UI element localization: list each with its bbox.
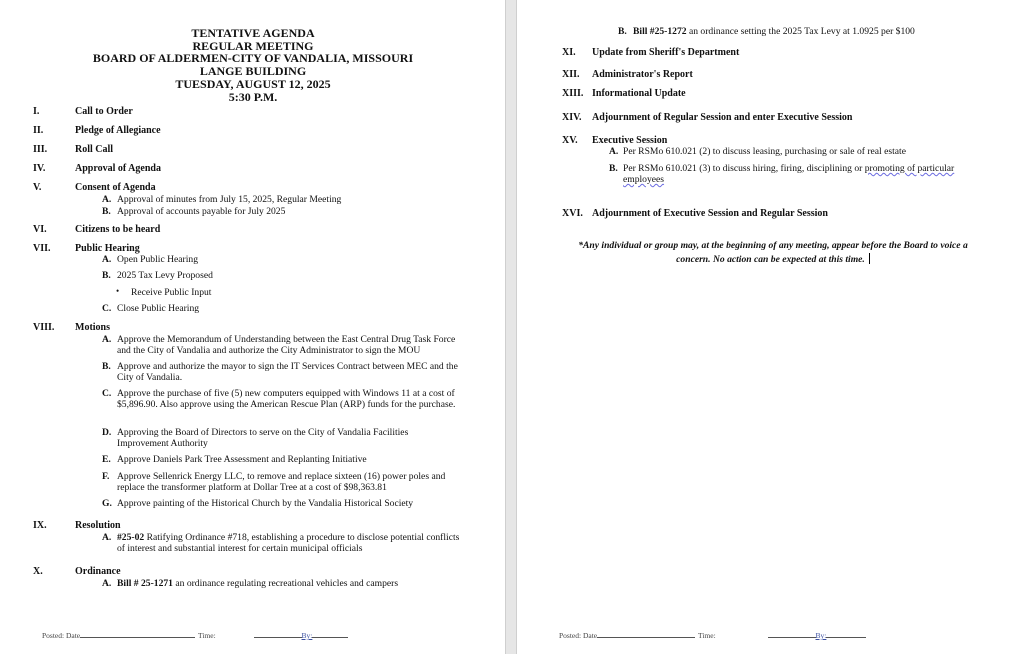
sub-item-text bbox=[117, 578, 398, 589]
exec-b-text: Per RSMo 610.021 (3) to discuss hiring, firing, disciplining or bbox=[623, 163, 865, 174]
header-time: 5:30 P.M. bbox=[228, 89, 278, 104]
sub-item-text bbox=[117, 532, 462, 554]
item-number: II. bbox=[33, 125, 44, 136]
date-blank bbox=[597, 629, 695, 638]
item-number: VI. bbox=[33, 224, 47, 235]
item-title: Motions bbox=[75, 322, 110, 333]
header-title: TENTATIVE AGENDA bbox=[191, 26, 315, 40]
item-number: X. bbox=[33, 566, 43, 577]
item-title: Informational Update bbox=[592, 88, 686, 99]
posted-date-label: Posted: Date bbox=[42, 631, 81, 640]
item-number: VII. bbox=[33, 243, 51, 254]
sub-letter: B. bbox=[102, 361, 111, 372]
bill-text: an ordinance setting the 2025 Tax Levy at 1.0925 per $100 bbox=[686, 26, 915, 37]
item-title: Adjournment of Executive Session and Regular Session bbox=[592, 208, 828, 219]
item-title: Public Hearing bbox=[75, 243, 140, 254]
agenda-header bbox=[0, 27, 506, 103]
item-number: I. bbox=[33, 106, 40, 117]
sub-letter: A. bbox=[102, 578, 112, 589]
sub-letter: A. bbox=[609, 146, 619, 157]
sub-letter: E. bbox=[102, 454, 111, 465]
sub-item-text: Close Public Hearing bbox=[117, 303, 200, 314]
bill-number: Bill #25-1272 bbox=[633, 26, 687, 37]
item-number: XV. bbox=[562, 135, 578, 146]
sub-item-text: Approve Sellenrick Energy LLC, to remove and replace sixteen (16) power poles and replace the transformer platform at Dollar Tree at a cost of $98,363.81 bbox=[117, 471, 446, 493]
item-title: Ordinance bbox=[75, 566, 121, 577]
item-title: Administrator's Report bbox=[592, 69, 693, 80]
bill-text: an ordinance regulating recreational vehicles and campers bbox=[172, 578, 399, 589]
item-title: Adjournment of Regular Session and enter Executive Session bbox=[592, 112, 853, 123]
date-blank bbox=[80, 629, 195, 638]
exec-b-flagged-text: promoting of particular employees bbox=[623, 163, 955, 185]
sub-item-text bbox=[623, 163, 983, 185]
item-number: XVI. bbox=[562, 208, 583, 219]
header-date: TUESDAY, AUGUST 12, 2025 bbox=[175, 76, 331, 91]
sub-letter: A. bbox=[102, 532, 112, 543]
sub-letter: B. bbox=[618, 26, 627, 37]
sub-letter: G. bbox=[102, 498, 112, 509]
item-title: Citizens to be heard bbox=[75, 224, 161, 235]
item-number: IV. bbox=[33, 163, 46, 174]
resolution-text: Ratifying Ordinance #718, establishing a procedure to disclose potential conflicts of interest and substantial interest for certain municipal officials bbox=[117, 532, 460, 554]
item-title: Consent of Agenda bbox=[75, 182, 156, 193]
by-blank bbox=[826, 629, 866, 638]
sub-letter: B. bbox=[102, 270, 111, 281]
by-blank bbox=[312, 629, 348, 638]
page-gap bbox=[506, 0, 516, 654]
item-number: V. bbox=[33, 182, 42, 193]
sub-item-text: 2025 Tax Levy Proposed bbox=[117, 270, 213, 281]
time-blank bbox=[768, 629, 816, 638]
sub-letter: A. bbox=[102, 334, 112, 345]
by-label: By: bbox=[815, 631, 827, 640]
by-label: By: bbox=[301, 631, 313, 640]
item-number: XII. bbox=[562, 69, 580, 80]
header-board: BOARD OF ALDERMEN-CITY OF VANDALIA, MISSOURI bbox=[92, 51, 414, 66]
time-label: Time: bbox=[698, 631, 716, 640]
sub-letter: A. bbox=[102, 194, 112, 205]
item-number: VIII. bbox=[33, 322, 55, 333]
item-title: Resolution bbox=[75, 520, 121, 531]
item-number: IX. bbox=[33, 520, 47, 531]
sub-item-text: Per RSMo 610.021 (2) to discuss leasing, purchasing or sale of real estate bbox=[623, 146, 906, 157]
posted-footer bbox=[559, 629, 866, 640]
sub-item-text: Approve and authorize the mayor to sign the IT Services Contract between MEC and the City of Vandalia. bbox=[117, 361, 458, 383]
item-number: XI. bbox=[562, 47, 576, 58]
sub-letter: F. bbox=[102, 471, 110, 482]
item-title: Call to Order bbox=[75, 106, 133, 117]
resolution-number: #25-02 bbox=[117, 532, 145, 543]
item-title: Approval of Agenda bbox=[75, 163, 161, 174]
document-page-1 bbox=[0, 0, 506, 654]
sub-letter: C. bbox=[102, 303, 112, 314]
sub-letter: B. bbox=[102, 206, 111, 217]
sub-item-text: Approve painting of the Historical Church by the Vandalia Historical Society bbox=[117, 498, 414, 509]
sub-item-text: Approve the Memorandum of Understanding between the East Central Drug Task Force and the City of Vandalia and authorize the City Administrator to sign the MOU bbox=[117, 334, 456, 356]
item-number: XIV. bbox=[562, 112, 582, 123]
sub-item-text: Receive Public Input bbox=[131, 287, 212, 298]
sub-letter: B. bbox=[609, 163, 618, 174]
item-title: Roll Call bbox=[75, 144, 114, 155]
bullet-icon: • bbox=[116, 286, 120, 296]
bill-number: Bill # 25-1271 bbox=[117, 578, 173, 589]
text-cursor bbox=[869, 253, 870, 264]
header-meeting-type: REGULAR MEETING bbox=[192, 38, 314, 53]
document-page-2 bbox=[516, 0, 1024, 654]
time-label: Time: bbox=[198, 631, 216, 640]
posted-date-label: Posted: Date bbox=[559, 631, 598, 640]
item-number: III. bbox=[33, 144, 48, 155]
posted-footer bbox=[42, 629, 348, 640]
item-title: Executive Session bbox=[592, 135, 668, 146]
time-blank bbox=[254, 629, 302, 638]
item-title: Pledge of Allegiance bbox=[75, 125, 161, 136]
note-text: *Any individual or group may, at the beginning of any meeting, appear before the Board to voice a concern. No action can be expected at this time. bbox=[578, 240, 968, 265]
item-number: XIII. bbox=[562, 88, 584, 99]
sub-letter: C. bbox=[102, 388, 112, 399]
sub-item-text: Approve the purchase of five (5) new computers equipped with Windows 11 at a cost of $5,896.90. Also approve using the American Rescue Plan (ARP) funds for the purchase. bbox=[117, 388, 456, 410]
sub-letter: A. bbox=[102, 254, 112, 265]
item-title: Update from Sheriff's Department bbox=[592, 47, 740, 58]
sub-item-text bbox=[633, 26, 915, 37]
sub-item-text: Approving the Board of Directors to serve on the City of Vandalia Facilities Improvement Authority bbox=[117, 427, 409, 449]
sub-item-text: Approval of minutes from July 15, 2025, Regular Meeting bbox=[117, 194, 342, 205]
public-comment-note bbox=[567, 240, 979, 266]
sub-item-text: Open Public Hearing bbox=[117, 254, 198, 265]
sub-item-text: Approve Daniels Park Tree Assessment and Replanting Initiative bbox=[117, 454, 367, 465]
sub-letter: D. bbox=[102, 427, 112, 438]
header-location: LANGE BUILDING bbox=[199, 64, 307, 79]
sub-item-text: Approval of accounts payable for July 2025 bbox=[117, 206, 286, 217]
